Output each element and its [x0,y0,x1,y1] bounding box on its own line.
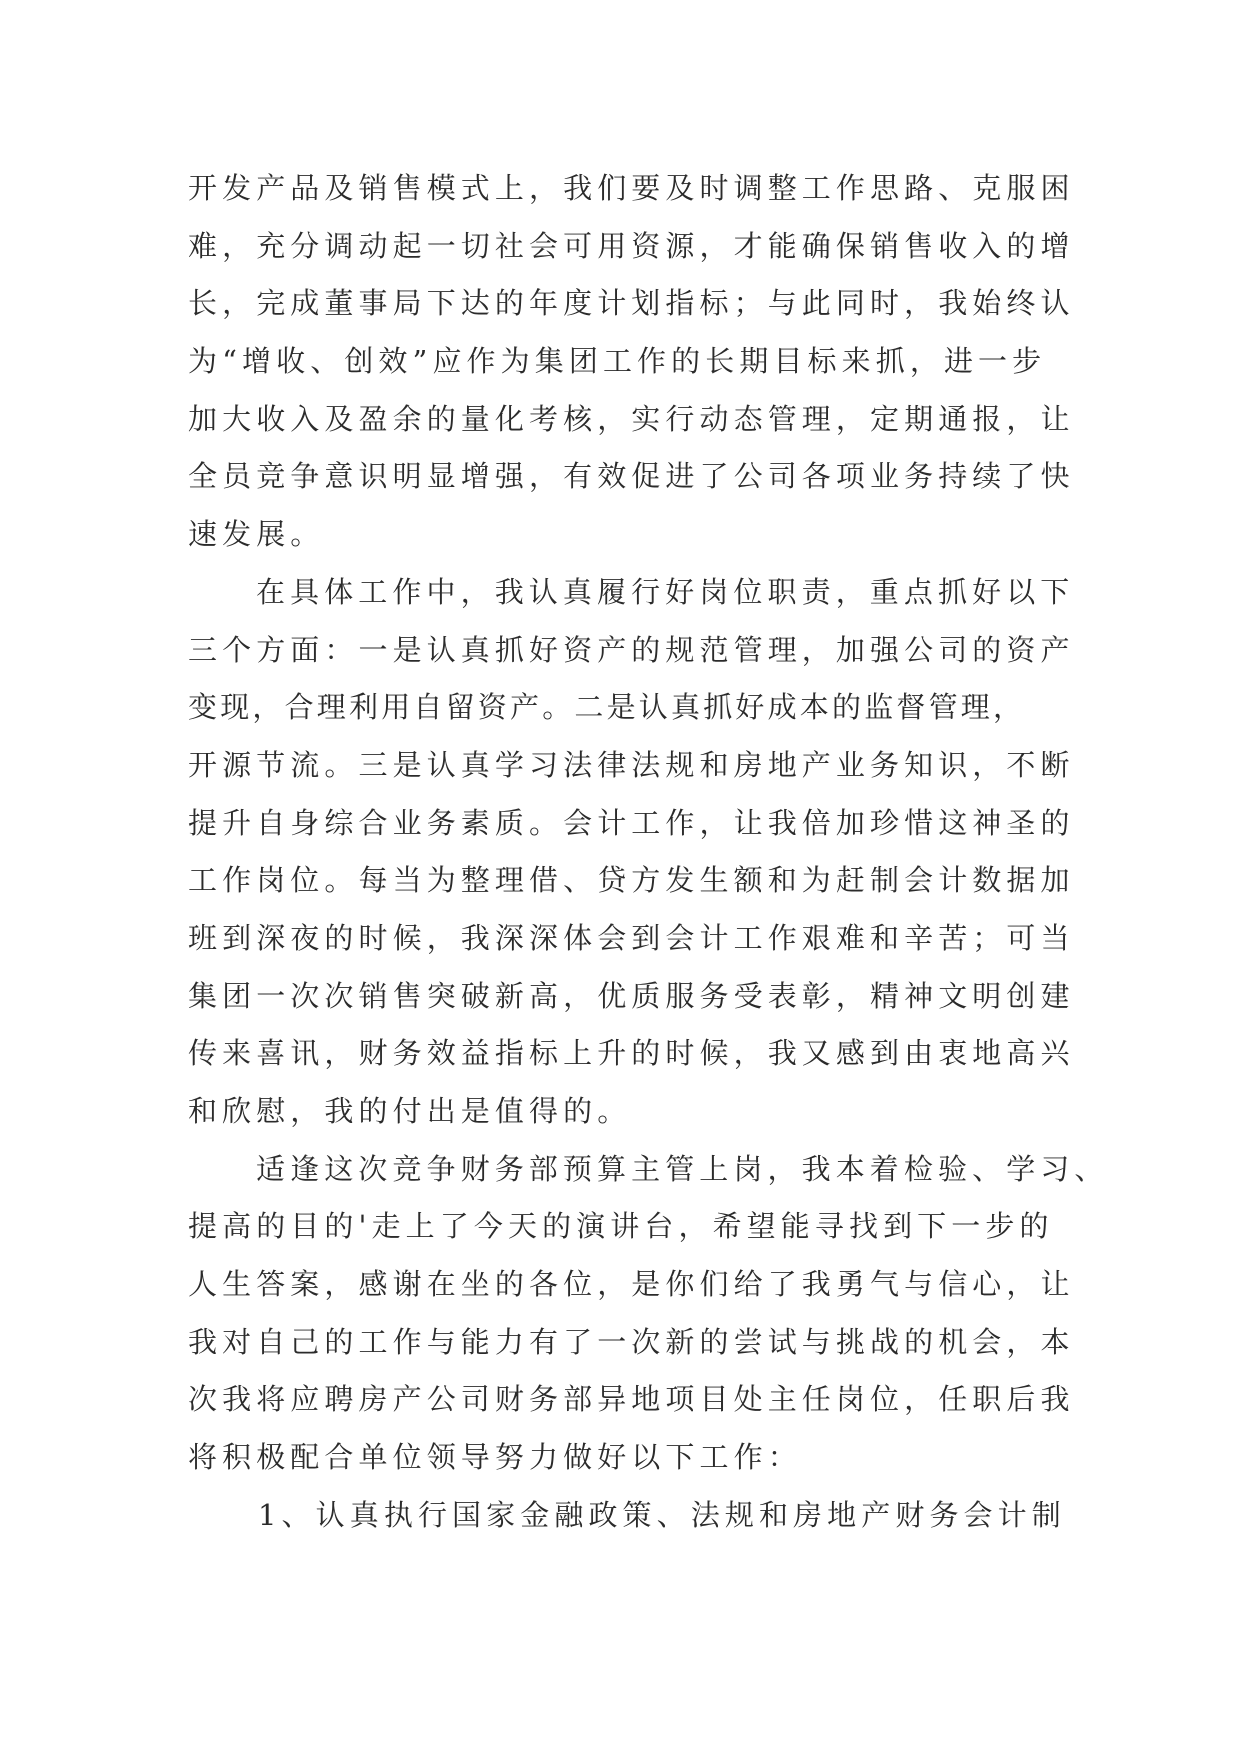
text-line: 次我将应聘房产公司财务部异地项目处主任岗位，任职后我 [188,1382,1075,1417]
text-line: 全员竞争意识明显增强，有效促进了公司各项业务持续了快 [188,459,1075,494]
text-line: 加大收入及盈余的量化考核，实行动态管理，定期通报，让 [188,401,1075,436]
text-line: 速发展。 [188,517,325,552]
list-item-line: 1、认真执行国家金融政策、法规和房地产财务会计制 [258,1497,1066,1532]
document-body [188,160,1109,1545]
text-line: 我对自己的工作与能力有了一次新的尝试与挑战的机会，本 [188,1324,1075,1359]
text-line: 开源节流。三是认真学习法律法规和房地产业务知识，不断 [188,747,1075,782]
text-line: 提升自身综合业务素质。会计工作，让我倍加珍惜这神圣的 [188,805,1075,840]
text-line: 开发产品及销售模式上，我们要及时调整工作思路、克服困 [188,171,1075,205]
text-line: 传来喜讯，财务效益指标上升的时候，我又感到由衷地高兴 [188,1036,1075,1071]
text-line: 工作岗位。每当为整理借、贷方发生额和为赶制会计数据加 [188,863,1075,898]
paragraph-start-line: 在具体工作中，我认真履行好岗位职责，重点抓好以下 [256,574,1075,609]
text-line: 和欣慰，我的付出是值得的。 [188,1094,632,1128]
text-line: 集团一次次销售突破新高，优质服务受表彰，精神文明创建 [188,978,1075,1013]
text-line: 为“增收、创效”应作为集团工作的长期目标来抓，进一步 [188,344,1047,379]
text-line: 将积极配合单位领导努力做好以下工作： [188,1440,802,1475]
text-line: 班到深夜的时候，我深深体会到会计工作艰难和辛苦；可当 [188,920,1075,955]
text-line: 人生答案，感谢在坐的各位，是你们给了我勇气与信心，让 [188,1267,1075,1302]
paragraph-start-line: 适逢这次竞争财务部预算主管上岗，我本着检验、学习、 [256,1151,1109,1186]
text-line: 提高的目的'走上了今天的演讲台，希望能寻找到下一步的 [188,1209,1054,1244]
text-line: 难，充分调动起一切社会可用资源，才能确保销售收入的增 [188,228,1075,263]
text-line: 长，完成董事局下达的年度计划指标；与此同时，我始终认 [188,286,1075,321]
text-line: 三个方面：一是认真抓好资产的规范管理，加强公司的资产 [188,632,1075,667]
text-line: 变现，合理利用自留资产。二是认真抓好成本的监督管理， [188,690,1026,725]
